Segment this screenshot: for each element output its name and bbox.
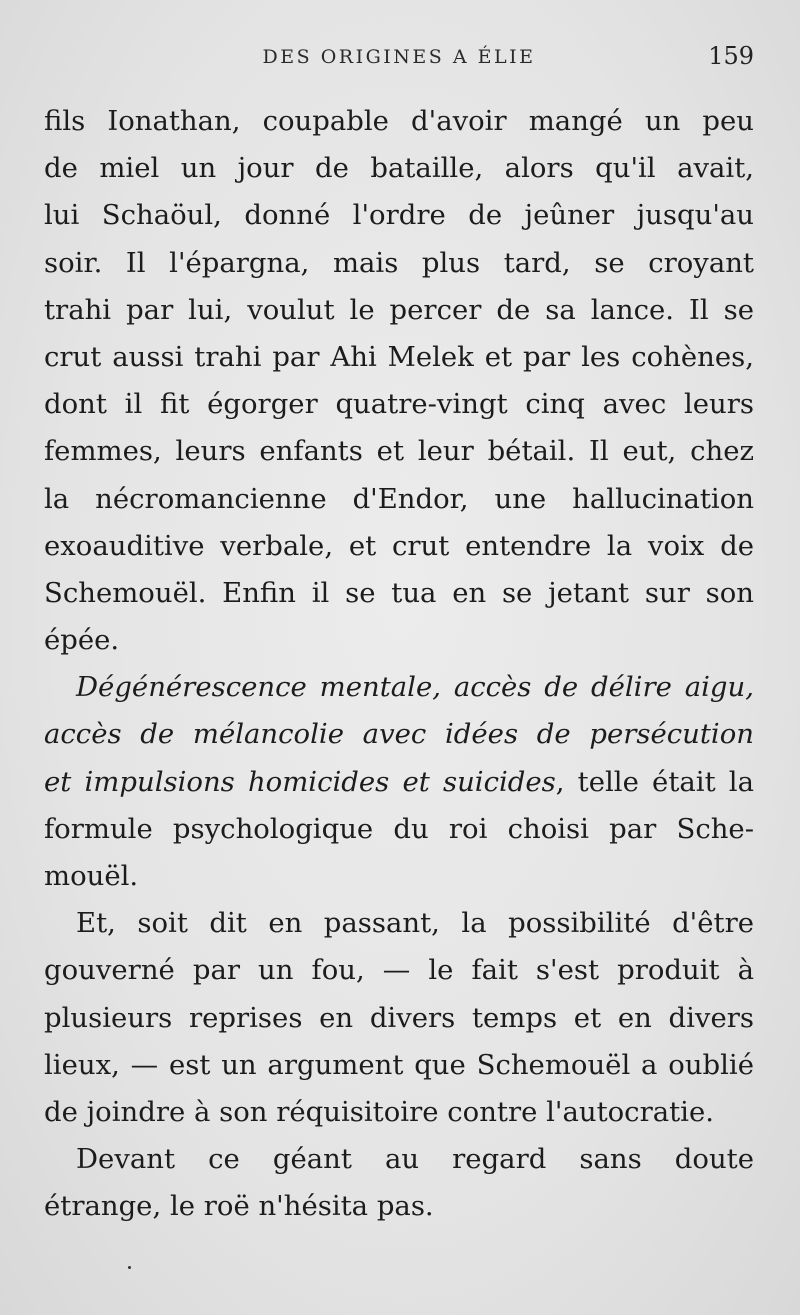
text-line: gouverné par un fou, — le fait s'est produit à [44, 954, 754, 987]
italic-segment: et impulsions homicides et suicides [44, 765, 556, 798]
text-line: soir. Il l'épargna, mais plus tard, se croyant [44, 246, 754, 279]
text-line: dont il fit égorger quatre-vingt cinq avec leurs [44, 388, 754, 421]
mixed-line [44, 759, 754, 806]
text-line: fils Ionathan, coupable d'avoir mangé un peu [44, 105, 754, 137]
text-line: exoauditive verbale, et crut entendre la voix de [44, 529, 754, 562]
text-line: la nécromancienne d'Endor, une hallucination [44, 482, 754, 515]
paragraph-1 [44, 98, 754, 664]
ink-speck [128, 1266, 131, 1269]
text-line: plusieurs reprises en divers temps et en divers [44, 1001, 754, 1034]
text-line: formule psychologique du roi choisi par Sche- [44, 812, 754, 845]
text-line: Devant ce géant au regard sans doute [76, 1143, 754, 1176]
text-line: étrange, le roë n'hésita pas. [44, 1190, 434, 1223]
text-line: crut aussi trahi par Ahi Melek et par les cohènes, [44, 340, 754, 373]
page-number: 159 [708, 42, 754, 70]
text-line: femmes, leurs enfants et leur bétail. Il eut, chez [44, 435, 754, 468]
text-line: lieux, — est un argument que Schemouël a oublié [44, 1048, 754, 1081]
roman-segment: , telle était la [555, 765, 754, 798]
text-line: de joindre à son réquisitoire contre l'autocratie. [44, 1095, 714, 1128]
paragraph-2 [44, 664, 754, 900]
text-line: lui Schaöul, donné l'ordre de jeûner jusqu'au [44, 199, 754, 232]
paragraph-3 [44, 900, 754, 1136]
text-line: épée. [44, 624, 120, 657]
text-line: mouël. [44, 860, 139, 892]
body-text [44, 98, 754, 1231]
text-line: Et, soit dit en passant, la possibilité d'être [76, 907, 754, 940]
running-title: DES ORIGINES A ÉLIE [262, 46, 536, 68]
text-line: Schemouël. Enfin il se tua en se jetant sur son [44, 576, 754, 609]
running-head [44, 40, 754, 74]
text-line: de miel un jour de bataille, alors qu'il avait, [44, 152, 754, 185]
paragraph-4 [44, 1136, 754, 1230]
text-line: trahi par lui, voulut le percer de sa lance. Il se [44, 293, 754, 326]
italic-line: accès de mélancolie avec idées de persécution [44, 718, 754, 751]
italic-line: Dégénérescence mentale, accès de délire aigu, [76, 671, 754, 704]
